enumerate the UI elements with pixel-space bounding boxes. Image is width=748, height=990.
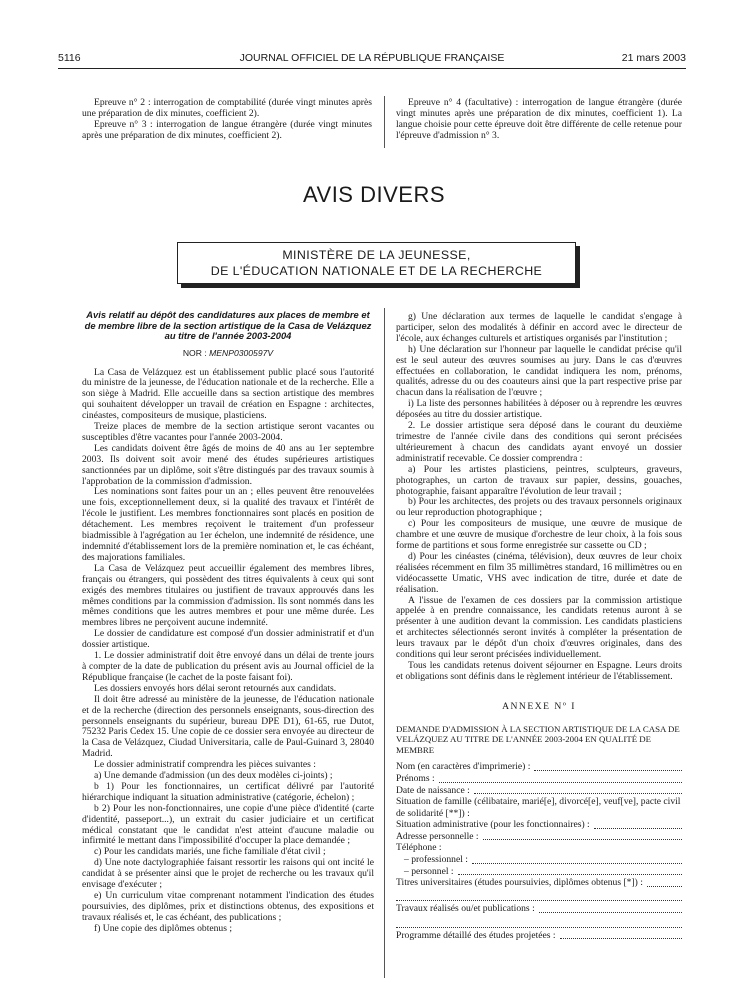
form-field-situation-administrative[interactable]	[396, 819, 682, 831]
column-divider	[384, 308, 385, 978]
form-field-label: Date de naissance :	[396, 784, 470, 796]
admission-form	[396, 761, 682, 941]
body-paragraph: Le dossier administratif comprendra les pièces suivantes :	[94, 759, 316, 771]
nor-code: MENP0300597V	[209, 347, 274, 358]
nor-reference	[82, 348, 374, 358]
list-item: i) La liste des personnes habilitées à déposer ou à reprendre les œuvres déposées au titre du dossier artistique.	[396, 398, 682, 421]
body-paragraph: Les candidats doivent être âgés de moins de 40 ans au 1er septembre 2003. Ils doivent soit avoir mené des études supérieures artistiques sanctionnées par un diplôme, soit s'être distingués par des travaux soumis à l'approbation de la commission d'admission.	[82, 442, 374, 487]
form-field-label: Situation de famille (célibataire, marié[e], divorcé[e], veuf[ve], pacte civil de solidarité [**]) :	[396, 796, 681, 819]
form-field-label: Situation administrative (pour les fonctionnaires) :	[396, 819, 590, 831]
form-blank-line[interactable]	[396, 915, 682, 928]
list-item: b 2) Pour les non-fonctionnaires, une copie d'une pièce d'identité (carte d'identité, passeport...), un extrait du casier judiciaire et un certificat médical constatant que le candidat n'est atteint d'aucune maladie ou infirmité le mettant dans l'impossibilité d'occuper la place demandée ;	[82, 802, 374, 847]
section-title: AVIS DIVERS	[302, 182, 446, 207]
list-item: a) Une demande d'admission (un des deux modèles ci-joints) ;	[94, 770, 333, 782]
form-field-label: Titres universitaires (études poursuivies, diplômes obtenus [*]) :	[396, 877, 643, 889]
left-body	[82, 368, 374, 935]
body-paragraph: A l'issue de l'examen de ces dossiers par la commission artistique appelée à en prendre connaissance, les candidats retenus auront à se présenter à une audition devant la commission. Les candidats plasticiens et architectes sélectionnés seront invités à compléter la présentation de leurs travaux par le dépôt d'un choix d'œuvres originales, dans des conditions qui leur seront précisées individuellement.	[396, 594, 682, 661]
body-paragraph: 2. Le dossier artistique sera déposé dans le courant du deuxième trimestre de l'année civile dans des conditions qui seront précisées ultérieurement à chacun des candidats ayant envoyé un dossier administratif recevable. Ce dossier comprendra :	[396, 420, 682, 464]
form-field-date-naissance[interactable]	[396, 785, 682, 797]
exam-paragraph: Epreuve n° 2 : interrogation de comptabilité (durée vingt minutes après une préparation de dix minutes, coefficient 2).	[82, 97, 372, 119]
top-left-column	[82, 98, 372, 142]
journal-title: JOURNAL OFFICIEL DE LA RÉPUBLIQUE FRANÇAISE	[239, 52, 505, 64]
form-field-label: Téléphone :	[396, 842, 442, 854]
body-paragraph: Les dossiers envoyés hors délai seront retournés aux candidats.	[94, 682, 337, 694]
form-field-programme[interactable]	[396, 930, 682, 942]
form-field-situation-famille[interactable]	[396, 796, 682, 819]
form-field-tel-personnel[interactable]	[396, 866, 682, 878]
form-field-label: Prénoms :	[396, 772, 435, 784]
body-paragraph: Le dossier de candidature est composé d'un dossier administratif et d'un dossier artistique.	[82, 628, 374, 651]
annex-title: ANNEXE Nº I	[502, 700, 576, 712]
left-column	[82, 310, 374, 935]
annex-heading: DEMANDE D'ADMISSION À LA SECTION ARTISTIQUE DE LA CASA DE VELÁZQUEZ AU TITRE DE L'ANNÉE 2003-2004 EN QUALITÉ DE MEMBRE	[396, 723, 680, 755]
form-field-titres[interactable]	[396, 877, 682, 889]
form-field-travaux[interactable]	[396, 903, 682, 915]
body-paragraph: Treize places de membre de la section artistique seront vacantes ou susceptibles d'être vacantes pour l'année 2003-2004.	[82, 421, 374, 443]
list-item: d) Pour les cinéastes (cinéma, télévision), deux œuvres de leur choix réalisées récemment en film 35 millimètres standard, 16 millimètres ou en vidéocassette Umatic, VHS avec indication de titre, durée et date de réalisation.	[396, 550, 682, 595]
form-field-label: – professionnel :	[404, 854, 468, 866]
body-paragraph: La Casa de Velázquez est un établissement public placé sous l'autorité du ministre de la jeunesse, de l'éducation nationale et de la recherche. Elle a son siège à Madrid. Elle accueille dans sa section artistique des membres qui souhaitent développer un travail de création en Espagne : architectes, cinéastes, compositeurs de musique, plasticiens.	[82, 366, 374, 422]
list-item: f) Une copie des diplômes obtenus ;	[94, 922, 233, 934]
ministry-line: DE L'ÉDUCATION NATIONALE ET DE LA RECHERCHE	[210, 264, 543, 278]
list-item: b 1) Pour les fonctionnaires, un certificat délivré par l'autorité hiérarchique indiquant la situation administrative (catégorie, échelon) ;	[82, 780, 374, 803]
form-field-label: – personnel :	[404, 865, 454, 877]
page-number: 5116	[58, 52, 81, 64]
form-field-prenoms[interactable]	[396, 773, 682, 785]
body-paragraph: 1. Le dossier administratif doit être envoyé dans un délai de trente jours à compter de la date de publication du présent avis au Journal officiel de la République française (le cachet de la poste faisant foi).	[82, 650, 374, 683]
body-paragraph: Il doit être adressé au ministère de la jeunesse, de l'éducation nationale et de la recherche (direction des personnels enseignants, sous-direction des personnels enseignants du supérieur, bureau DPE D1), 61-65, rue Dutot, 75232 Paris Cedex 15. Une copie de ce dossier sera envoyée au directeur de la Casa de Velázquez, Ciudad Universitaria, calle de Paul-Guinard 3, 28040 Madrid.	[82, 693, 374, 760]
list-item: c) Pour les compositeurs de musique, une œuvre de musique de chambre et une œuvre de musique d'orchestre de leur choix, à la fois sous forme de partitions et sous forme enregistrée sur cassette ou CD ;	[396, 518, 682, 552]
list-item: h) Une déclaration sur l'honneur par laquelle le candidat précise qu'il est le seul auteur des œuvres soumises au jury. Dans le cas d'œuvres effectuées en collaboration, le candidat indiquera les nom, prénoms, qualités, adresse du ou des coauteurs ainsi que la part respective prise par chacun dans la réalisation de l'œuvre ;	[396, 343, 682, 399]
running-header	[58, 52, 686, 66]
top-right-column	[396, 98, 682, 142]
form-field-adresse[interactable]	[396, 831, 682, 843]
issue-date: 21 mars 2003	[621, 52, 686, 64]
list-item: g) Une déclaration aux termes de laquelle le candidat s'engage à participer, selon des modalités à définir en accord avec le directeur de l'école, aux échanges culturels et artistiques organisés par l'institution ;	[396, 311, 682, 344]
body-paragraph: La Casa de Velázquez peut accueillir également des membres libres, français ou étrangers, qui possèdent des titres équivalents à ceux qui sont exigés des membres titulaires ou justifient de travaux approuvés dans les mêmes conditions par la commission d'admission. Ils sont nommés dans les mêmes conditions que les autres membres et pour une même durée. Les membres libres ne perçoivent aucune indemnité.	[82, 562, 374, 629]
body-paragraph: Les nominations sont faites pour un an ; elles peuvent être renouvelées une fois, exceptionnellement deux, si la qualité des travaux et l'intérêt de l'école le justifient. Les membres fonctionnaires sont placés en position de détachement. Les membres reçoivent le traitement d'un professeur biadmissible à l'agrégation au 1er échelon, une indemnité de résidence, une indemnité d'établissement lors de la première nomination et, le cas échéant, des majorations familiales.	[82, 486, 374, 563]
list-item: c) Pour les candidats mariés, une fiche familiale d'état civil ;	[94, 846, 326, 858]
body-paragraph: Tous les candidats retenus doivent séjourner en Espagne. Leurs droits et obligations sont définis dans le règlement intérieur de l'établissement.	[396, 660, 682, 682]
ministry-line: MINISTÈRE DE LA JEUNESSE,	[282, 248, 471, 262]
form-blank-line[interactable]	[396, 889, 682, 902]
form-field-tel-professionnel[interactable]	[396, 854, 682, 866]
nor-label: NOR :	[182, 347, 207, 358]
form-field-label: Adresse personnelle :	[396, 830, 479, 842]
form-field-label: Travaux réalisés ou/et publications :	[396, 903, 535, 915]
list-item: d) Une note dactylographiée faisant ressortir les raisons qui ont incité le candidat à se présenter ainsi que le projet de recherche ou les travaux qu'il envisage d'exécuter ;	[82, 857, 374, 891]
ministry-box	[177, 242, 576, 284]
notice-title: Avis relatif au dépôt des candidatures aux places de membre et de membre libre de la section artistique de la Casa de Velázquez au titre de l'année 2003-2004	[84, 309, 372, 341]
exam-paragraph: Epreuve n° 3 : interrogation de langue étrangère (durée vingt minutes après une préparation de dix minutes, coefficient 2).	[82, 118, 372, 141]
exam-paragraph: Epreuve n° 4 (facultative) : interrogation de langue étrangère (durée vingt minutes après une préparation de dix minutes, coefficient 1). La langue choisie pour cette épreuve doit être différente de celle retenue pour l'épreuve d'admission n° 3.	[396, 97, 682, 141]
header-rule	[58, 68, 686, 69]
list-item: b) Pour les architectes, des projets ou des travaux personnels originaux ou leur reproduction photographique ;	[396, 496, 682, 519]
form-field-label: Programme détaillé des études projetées :	[396, 929, 556, 941]
right-column	[396, 312, 682, 941]
form-field-telephone	[396, 842, 682, 854]
form-field-nom[interactable]	[396, 761, 682, 773]
list-item: a) Pour les artistes plasticiens, peintres, sculpteurs, graveurs, photographes, un carton de travaux sur papier, dessins, gouaches, photographie, faisant apparaître l'évolution de leur travail ;	[396, 463, 682, 497]
column-divider	[384, 96, 385, 148]
form-field-label: Nom (en caractères d'imprimerie) :	[396, 761, 531, 773]
list-item: e) Un curriculum vitae comprenant notamment l'indication des études poursuivies, des diplômes, prix et distinctions obtenus, des expositions et travaux réalisés et, le cas échéant, des publications ;	[82, 890, 374, 923]
